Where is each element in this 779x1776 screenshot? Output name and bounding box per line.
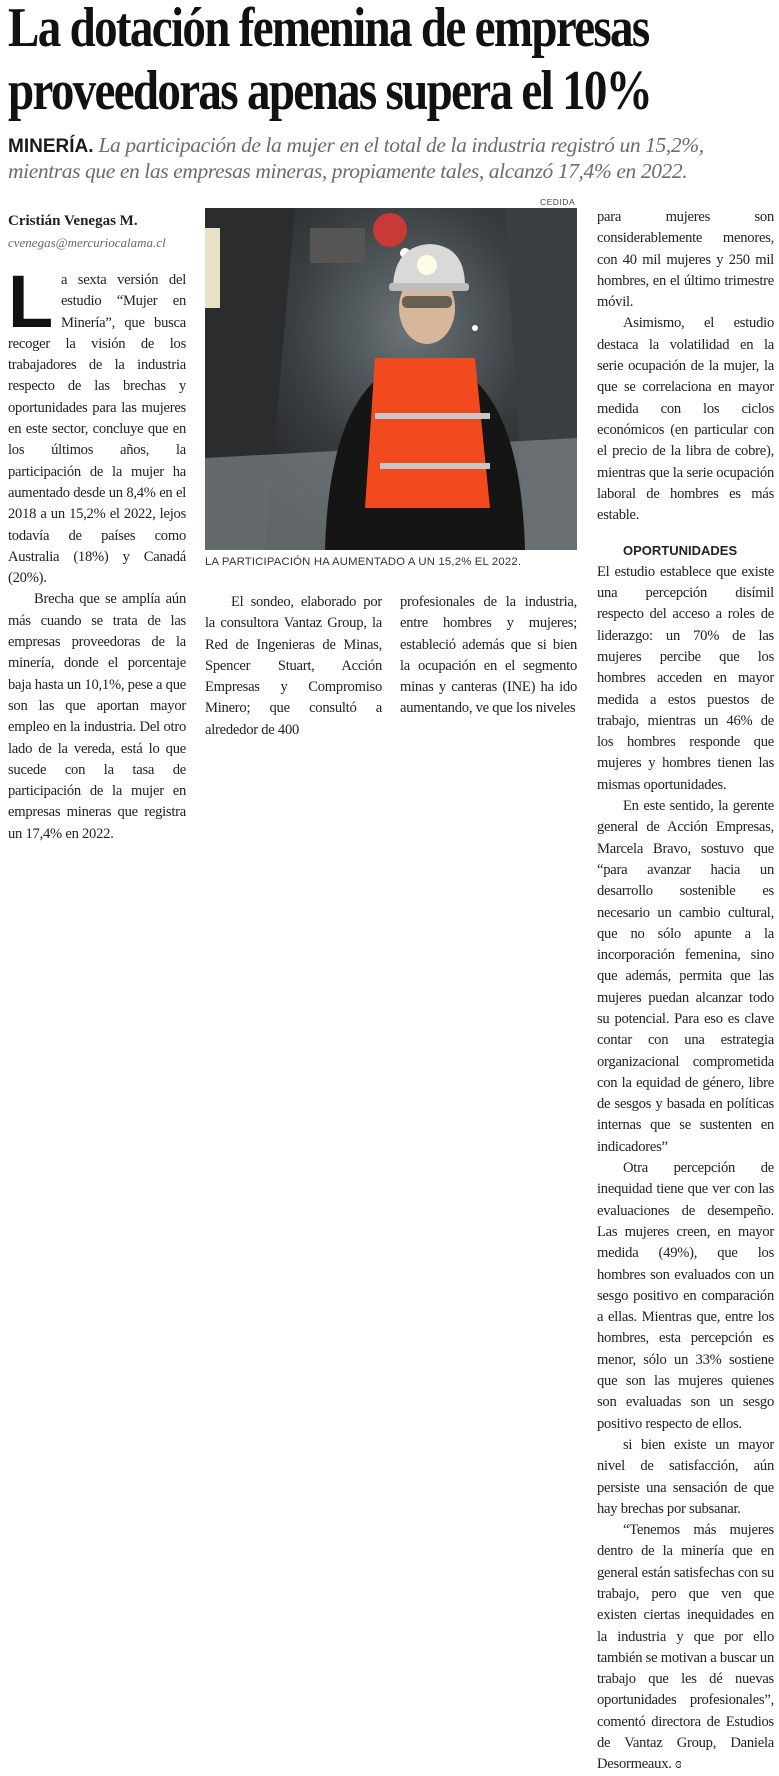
end-mark-icon: ɞ [675, 1756, 682, 1773]
headline-line-2: proveedoras apenas supera el 10% [8, 60, 652, 122]
miner-illustration [205, 208, 577, 550]
deck [8, 133, 778, 184]
paragraph: Otra percepción de inequidad tiene que ver con las evaluaciones de desempeño. Las mujeres creen, en mayor medida (49%), que los hombres son evaluados con un sesgo positivo en comparación a ellas. Mientras que, entre los hombres, esta percepción es menor, sólo un 33% sostiene que son las mujeres quienes son evaluadas son un sesgo positivo respecto de ellos. [597, 1160, 774, 1432]
column-4 [597, 207, 774, 1776]
byline-author: Cristián Venegas M. [8, 213, 138, 229]
paragraph: Asimismo, el estudio destaca la volatilidad en la serie ocupación de la mujer, la que se correlaciona en mayor medida con los ciclos económicos (en particular con el precio de la libra de cobre), mientras que la serie ocupación laboral de hombres es más estable. [597, 315, 774, 524]
byline-email: cvenegas@mercuriocalama.cl [8, 235, 166, 250]
photo-caption: LA PARTICIPACIÓN HA AUMENTADO A UN 15,2% EL 2022. [205, 556, 522, 568]
paragraph: Brecha que se amplía aún más cuando se trata de las empresas proveedoras de la minería, donde el porcentaje baja hasta un 10,1%, pese a que son las que aportan mayor empleo en la industria. Del otro lado de la vereda, está lo que sucede con la tasa de participación de la mujer en empresas mineras que registra un 17,4% en 2022. [8, 591, 186, 842]
paragraph [8, 260, 186, 589]
paragraph: profesionales de la industria, entre hombres y mujeres; estableció además que si bien la ocupación en el segmento minas y canteras (INE) ha ido aumentando, ve que los niveles [400, 594, 577, 717]
column-2 [205, 592, 382, 741]
headline [8, 0, 655, 120]
paragraph: En este sentido, la gerente general de Acción Empresas, Marcela Bravo, sostuvo que “para avanzar hacia un desarrollo sostenible es necesario un cambio cultural, que no sólo apunte a la incorporación femenina, sino que además, permita que las mujeres puedan alcanzar todo su potencial. Para eso es clave contar con una estrategia organizacional comprometida con la equidad de género, libre de sesgos y basada en políticas internas que se sustenten en indicadores” [597, 798, 774, 1155]
photo-miner [205, 208, 577, 550]
paragraph-text: “Tenemos más mujeres dentro de la minería que en general están satisfechas con su trabajo, pero que ven que existen ciertas inequidades en la industria y que por ello también se motivan a buscar un trabajo que les dé nuevas oportunidades profesionales”, comentó directora de Estudios de Vantaz Group, Daniela Desormeaux. [597, 1522, 774, 1773]
column-3 [400, 592, 577, 720]
drop-cap: L [8, 260, 53, 343]
paragraph: para mujeres son considerablemente menores, con 40 mil mujeres y 250 mil hombres, en el último trimestre móvil. [597, 209, 774, 311]
paragraph: El sondeo, elaborado por la consultora Vantaz Group, la Red de Ingenieras de Minas, Spencer Stuart, Acción Empresas y Compromiso Minero; que consultó a alrededor de 400 [205, 594, 382, 738]
column-1 [8, 260, 186, 845]
deck-text: La participación de la mujer en el total de la industria registró un 15,2%, mientras que en las empresas mineras, propiamente tales, alcanzó 17,4% en 2022. [8, 133, 704, 183]
paragraph: El estudio establece que existe una percepción disímil respecto del acceso a roles de liderazgo: un 70% de las mujeres percibe que los hombres acceden en mayor medida a estos puestos de trabajo, mientras un 46% de los hombres responde que mujeres y hombres tienen las mismas oportunidades. [597, 563, 774, 793]
paragraph-text: a sexta versión del estudio “Mujer en Minería”, que busca recoger la visión de los trabajadores de la industria respecto de las brechas y oportunidades para las mujeres en este sector, concluye que en los últimos años, la participación de la mujer ha aumentado desde un 8,4% en el 2018 a un 15,2% el 2022, lejos todavía de países como Australia (18%) y Canadá (20%). [8, 272, 186, 587]
photo-credit: CEDIDA [540, 197, 576, 207]
headline-line-1: La dotación femenina de empresas [8, 0, 649, 59]
paragraph: si bien existe un mayor nivel de satisfacción, aún persiste una sensación de que hay brechas por subsanar. [597, 1436, 774, 1517]
subheading: OPORTUNIDADES [623, 543, 738, 559]
paragraph [597, 1520, 774, 1776]
section-label: MINERÍA. [8, 136, 94, 157]
